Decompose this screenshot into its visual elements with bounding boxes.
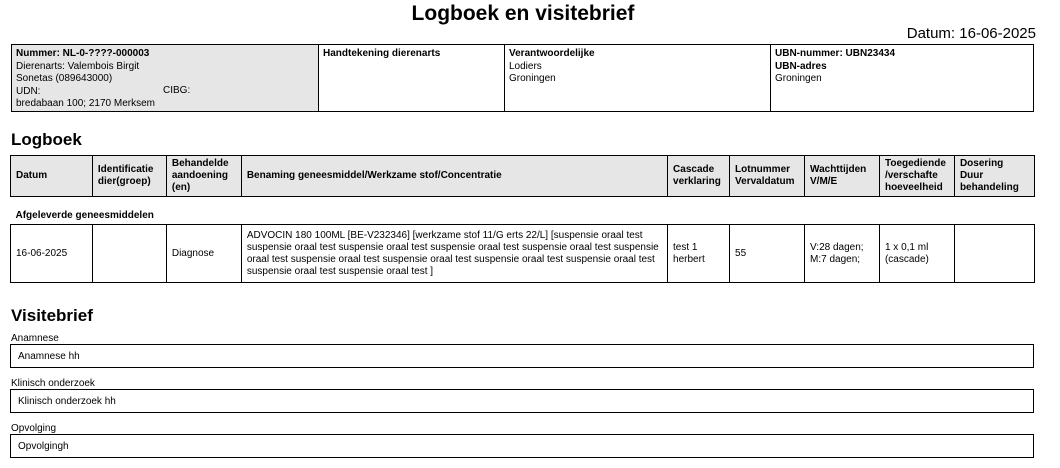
anamnese-label: Anamnese	[11, 333, 59, 344]
cell-wachttijden	[805, 225, 880, 283]
udn-label: UDN:	[16, 85, 41, 97]
column-header: Wachttijden V/M/E	[805, 156, 880, 197]
cell-datum: 16-06-2025	[11, 225, 93, 283]
cibg-label: CIBG:	[163, 85, 191, 96]
cell-hoeveelheid	[879, 225, 954, 283]
column-header: Lotnummer Vervaldatum	[730, 156, 805, 197]
ubn-number: UBN-nummer: UBN23434	[775, 48, 896, 59]
column-header: Behandelde aandoening (en)	[166, 156, 241, 197]
cell-dosering	[954, 225, 1034, 283]
page-title: Logboek en visitebrief	[411, 2, 635, 25]
hoeveelheid-line: 1 x 0,1 ml	[884, 241, 929, 253]
opvolging-label: Opvolging	[11, 423, 57, 434]
signature-cell	[319, 45, 505, 111]
ubn-cell	[771, 45, 1033, 111]
wachttijd-m: M:7 dagen;	[810, 253, 861, 265]
cell-cascade: test 1 herbert	[668, 225, 730, 283]
logboek-heading: Logboek	[11, 130, 82, 149]
column-header: Dosering Duur behandeling	[954, 156, 1034, 197]
column-header: Cascade verklaring	[668, 156, 730, 197]
responsible-city: Groningen	[509, 73, 556, 84]
group-row	[11, 197, 1035, 225]
column-header: Toegediende /verschafte hoeveelheid	[879, 156, 954, 197]
cell-aandoening: Diagnose	[166, 225, 241, 283]
responsible-name: Lodiers	[509, 60, 542, 72]
group-label: Afgeleverde geneesmiddelen	[11, 197, 1035, 225]
practice-name: Sonetas (089643000)	[16, 73, 113, 84]
vet-name: Dierenarts: Valembois Birgit	[16, 60, 140, 72]
ubn-address-label: UBN-adres	[775, 60, 827, 72]
responsible-label: Verantwoordelijke	[509, 48, 595, 59]
ubn-city: Groningen	[775, 73, 822, 84]
column-header: Benaming geneesmiddel/Werkzame stof/Concentratie	[241, 156, 667, 197]
vet-info-cell	[12, 45, 319, 111]
wachttijd-v: V:28 dagen;	[810, 241, 864, 253]
klinisch-field: Klinisch onderzoek hh	[10, 389, 1034, 413]
hoeveelheid-note: (cascade)	[884, 253, 929, 265]
address: bredabaan 100; 2170 Merksem	[16, 98, 155, 109]
column-header: Datum	[11, 156, 93, 197]
logboek-table	[10, 155, 1035, 283]
document-date: Datum: 16-06-2025	[906, 25, 1036, 42]
cell-lot: 55	[730, 225, 805, 283]
cell-geneesmiddel: ADVOCIN 180 100ML [BE-V232346] [werkzame stof 11/G erts 22/L] [suspensie oraal test suspensie oraal test suspensie oraal test suspensie oraal test suspensie oraal test suspensie oraal test suspensie oraal test suspensie oraal test suspensie oraal test suspensie oraal test suspensie oraal test suspensie oraal test ]	[241, 225, 667, 283]
info-box	[11, 44, 1034, 112]
anamnese-field: Anamnese hh	[10, 344, 1034, 368]
opvolging-field: Opvolgingh	[10, 434, 1034, 458]
signature-label: Handtekening dierenarts	[323, 48, 441, 59]
table-row	[11, 225, 1035, 283]
visitebrief-heading: Visitebrief	[11, 306, 93, 325]
column-header: Identificatie dier(groep)	[92, 156, 166, 197]
cell-identificatie	[92, 225, 166, 283]
responsible-cell	[505, 45, 771, 111]
klinisch-label: Klinisch onderzoek	[11, 378, 95, 389]
table-header-row	[11, 156, 1035, 197]
document-number: Nummer: NL-0-????-000003	[16, 48, 150, 59]
